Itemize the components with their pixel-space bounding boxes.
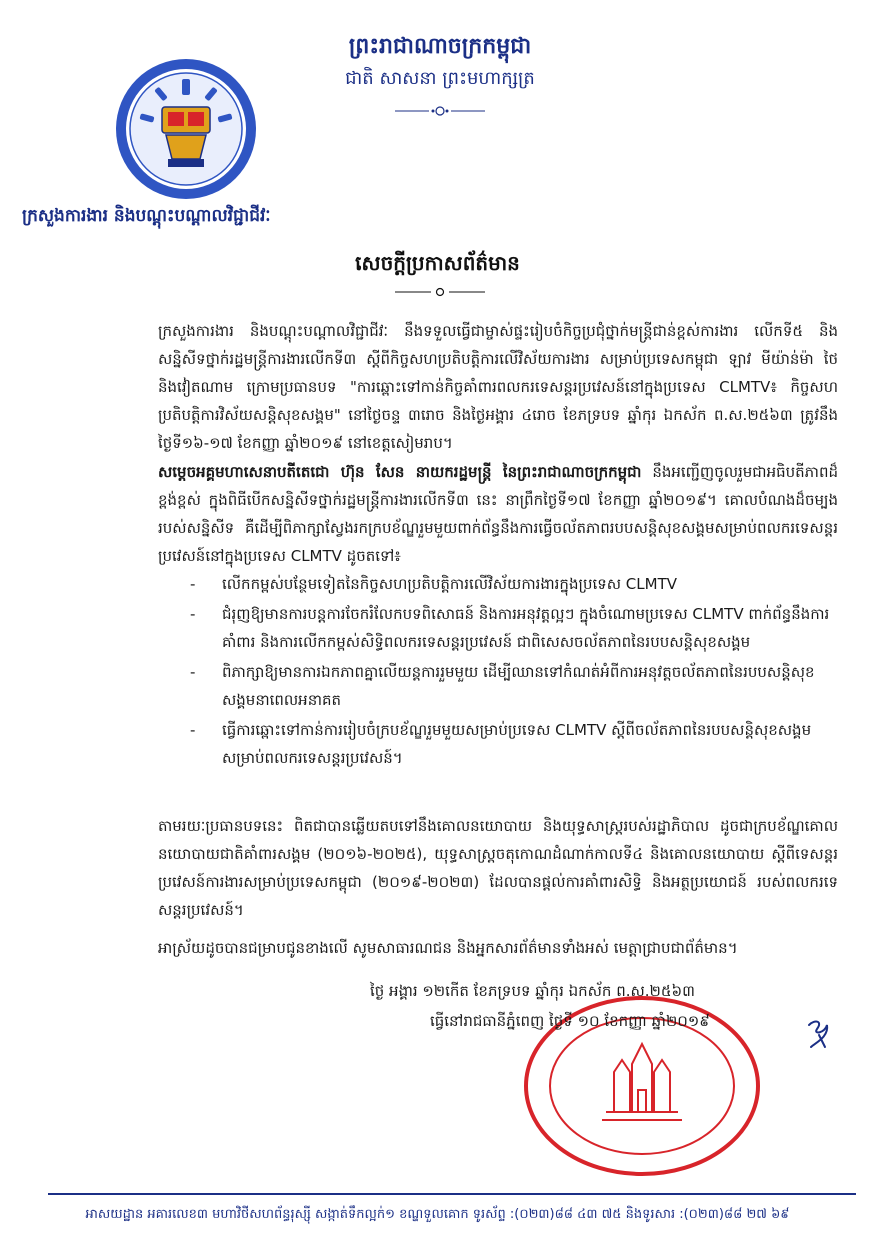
document-title: សេចក្ដីប្រកាសព័ត៌មាន [355, 251, 520, 275]
signature [805, 1017, 833, 1051]
kingdom-title: ព្រះរាជាណាចក្រកម្ពុជា [348, 34, 532, 59]
objectives-list [190, 570, 840, 774]
paragraph-chair [158, 458, 838, 570]
title-ornament [395, 286, 485, 298]
paragraph-intro: ក្រសួងការងារ និងបណ្ដុះបណ្ដាលវិជ្ជាជីវៈ នឹងទទួលធ្វើជាម្ចាស់ផ្ទះរៀបចំកិច្ចប្រជុំថ្នាក់មន្ត្រីជាន់ខ្ពស់ការងារ លើកទី៥ និងសន្និសីទថ្នាក់រដ្ឋមន្ត្រីការងារលើកទី៣ ស្ដីពីកិច្ចសហប្រតិបត្តិការលើវិស័យការងារ សម្រាប់ប្រទេសកម្ពុជា ឡាវ មីយ៉ាន់ម៉ា ថៃ និងវៀតណាម ក្រោមប្រធានបទ "ការឆ្ពោះទៅកាន់កិច្ចគាំពារពលករទេសន្តរប្រវេសន៍នៅក្នុងប្រទេស CLMTV៖ កិច្ចសហប្រតិបត្តិការវិស័យសន្តិសុខសង្គម" នៅថ្ងៃចន្ទ ៣រោច និងថ្ងៃអង្គារ ៤រោច ខែភទ្របទ ឆ្នាំកុរ ឯកស័ក ព.ស.២៥៦៣ ត្រូវនឹងថ្ងៃទី១៦-១៧ ខែកញ្ញា ឆ្នាំ២០១៩ នៅខេត្តសៀមរាប។ [158, 322, 838, 452]
paragraph-closing: អាស្រ័យដូចបានជម្រាបជូនខាងលើ សូមសាធារណជន និងអ្នកសារព័ត៌មានទាំងអស់ មេត្តាជ្រាបជាព័ត៌មាន។ [158, 939, 738, 957]
list-item: - ធ្វើការឆ្ពោះទៅកាន់ការរៀបចំក្របខ័ណ្ឌរួមមួយសម្រាប់ប្រទេស CLMTV ស្ដីពីចល័តភាពនៃរបបសន្តិសុខសង្គមសម្រាប់ពលករទេសន្តរប្រវេសន៍។ [190, 716, 840, 772]
footer-address: អាសយដ្ឋាន អគារលេខ៣ មហាវិថីសហព័ន្ធរុស្ស៊ី សង្កាត់ទឹកល្អក់១ ខណ្ឌទួលគោក ទូរស័ព្ទ :(០២៣)៨៨ ៤៣ ៧៥ និងទូរសារ :(០២៣)៨៨ ២៧ ៦៩ [85, 1207, 790, 1222]
motto-ornament [395, 104, 485, 118]
footer-divider [48, 1193, 856, 1195]
kingdom-motto: ជាតិ សាសនា ព្រះមហាក្សត្រ [345, 68, 535, 89]
paragraph-chair-text: នឹងអញ្ជើញចូលរួមជាអធិបតីភាពដ៏ខ្ពង់ខ្ពស់ ក្នុងពិធីបើកសន្និសីទថ្នាក់រដ្ឋមន្ត្រីការងារលើកទី៣ នេះ នាព្រឹកថ្ងៃទី១៧ ខែកញ្ញា ឆ្នាំ២០១៩។ គោលបំណងដ៏ចម្បងរបស់សន្និសីទ គឺដើម្បីពិភាក្សាស្វែងរកក្របខ័ណ្ឌរួមមួយពាក់ព័ន្ធនឹងការធ្វើចល័តភាពរបបសន្តិសុខសង្គមសម្រាប់ពលករទេសន្តរប្រវេសន៍នៅក្នុងប្រទេស CLMTV ដូចតទៅ៖ [158, 463, 838, 565]
list-item: - ជំរុញឱ្យមានការបន្តការចែករំលែកបទពិសោធន៍ និងការអនុវត្តល្អៗ ក្នុងចំណោមប្រទេស CLMTV ពាក់ព័ន្ធនឹងការគាំពារ និងការលើកកម្ពស់សិទ្ធិពលករទេសន្តរប្រវេសន៍ ជាពិសេសចល័តភាពនៃរបបសន្តិសុខសង្គម [190, 600, 840, 656]
prime-minister-title: សម្ដេចអគ្គមហាសេនាបតីតេជោ ហ៊ុន សែន នាយករដ្ឋមន្ត្រី នៃព្រះរាជាណាចក្រកម្ពុជា [158, 463, 642, 481]
list-item: - លើកកម្ពស់បន្ថែមទៀតនៃកិច្ចសហប្រតិបត្តិការលើវិស័យការងារក្នុងប្រទេស CLMTV [190, 570, 840, 598]
lunar-date-line: ថ្ងៃ អង្គារ ១២កើត ខែភទ្របទ ឆ្នាំកុរ ឯកស័ក ព.ស.២៥៦៣ [370, 982, 695, 1000]
ministry-name: ក្រសួងការងារ និងបណ្ដុះបណ្ដាលវិជ្ជាជីវៈ [22, 206, 271, 226]
paragraph-policy: តាមរយៈប្រធានបទនេះ ពិតជាបានឆ្លើយតបទៅនឹងគោលនយោបាយ និងយុទ្ធសាស្ត្ររបស់រដ្ឋាភិបាល ដូចជាក្របខ័ណ្ឌគោលនយោបាយជាតិគាំពារសង្គម (២០១៦-២០២៥), យុទ្ធសាស្ត្រចតុកោណដំណាក់កាលទី៤ និងគោលនយោបាយ ស្ដីពីទេសន្តរប្រវេសន៍ការងារសម្រាប់ប្រទេសកម្ពុជា (២០១៩-២០២៣) ដែលបានផ្ដល់ការគាំពារសិទ្ធិ និងអត្ថប្រយោជន៍ របស់ពលករទេសន្តរប្រវេសន៍។ [158, 817, 838, 919]
list-item: - ពិភាក្សាឱ្យមានការឯកភាពគ្នាលើយន្តការរួមមួយ ដើម្បីឈានទៅកំណត់អំពីការអនុវត្តចល័តភាពនៃរបបសន្តិសុខសង្គមនាពេលអនាគត [190, 658, 840, 714]
ministry-logo [112, 55, 260, 203]
place-date-line: ធ្វើនៅរាជធានីភ្នំពេញ ថ្ងៃទី ១០ ខែកញ្ញា ឆ្នាំ២០១៩ [430, 1012, 710, 1030]
